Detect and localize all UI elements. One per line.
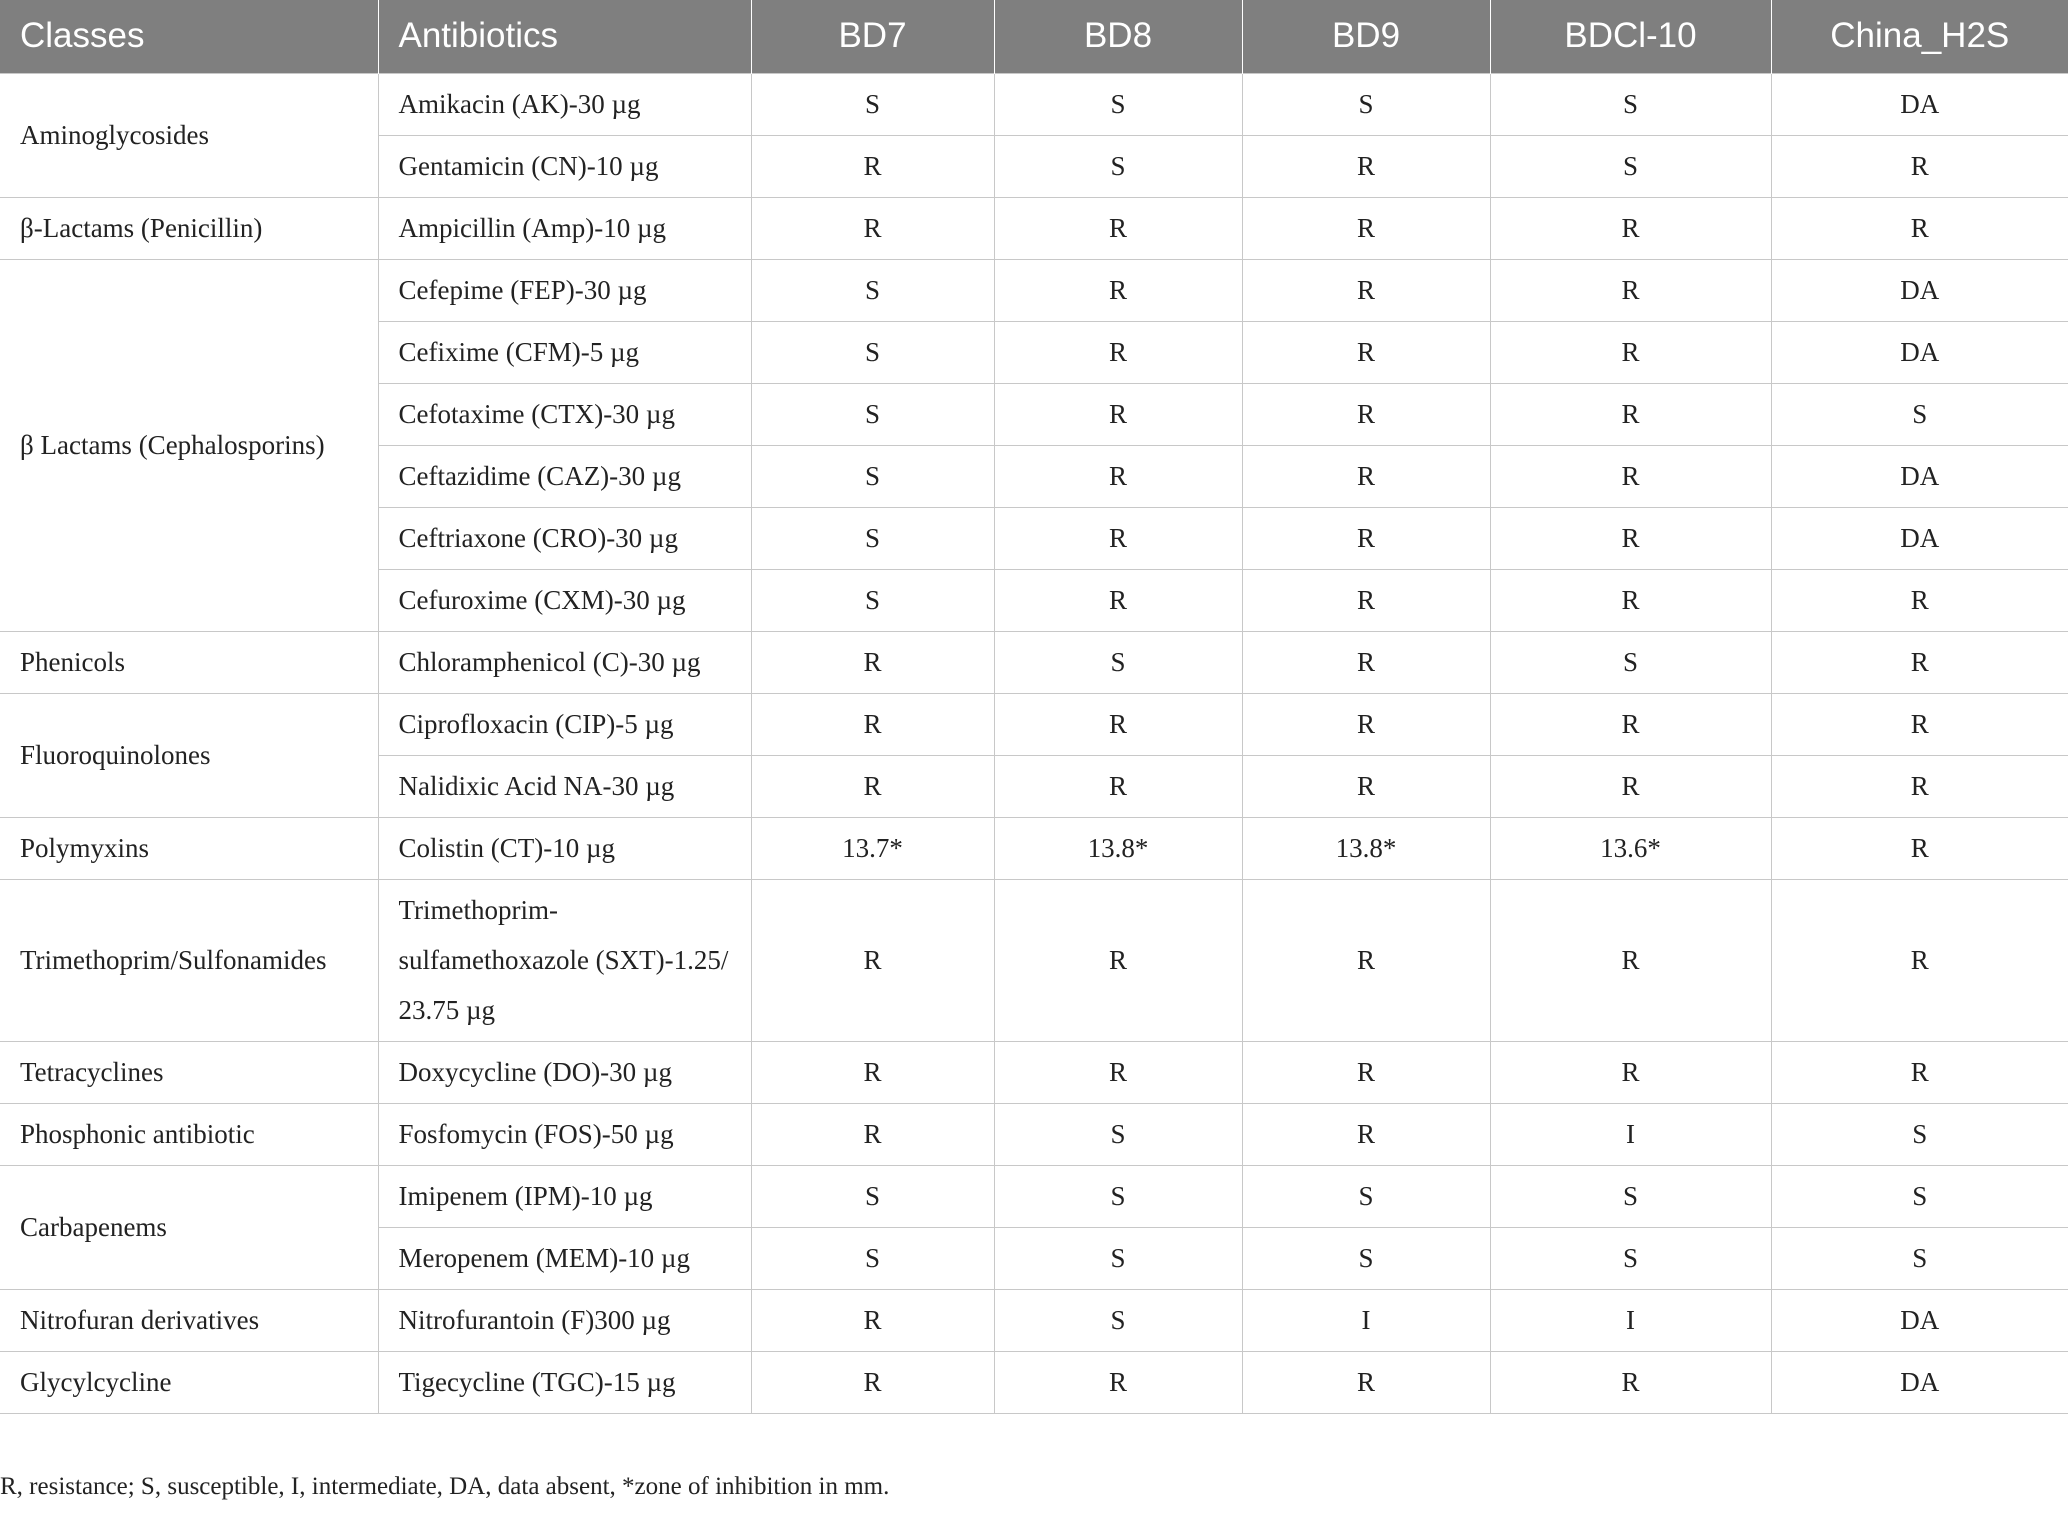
result-cell: R: [1490, 197, 1771, 259]
antibiotic-cell: Fosfomycin (FOS)-50 µg: [378, 1103, 751, 1165]
result-cell: R: [1490, 1041, 1771, 1103]
result-cell: R: [1242, 1351, 1490, 1413]
antibiotic-cell: Chloramphenicol (C)-30 µg: [378, 631, 751, 693]
result-cell: R: [994, 445, 1242, 507]
result-cell: S: [1490, 135, 1771, 197]
header-classes: Classes: [0, 0, 378, 73]
result-cell: R: [1242, 321, 1490, 383]
result-cell: S: [751, 383, 994, 445]
result-cell: R: [1771, 631, 2068, 693]
result-cell: S: [1242, 1227, 1490, 1289]
class-cell: β Lactams (Cephalosporins): [0, 259, 378, 631]
result-cell: DA: [1771, 1289, 2068, 1351]
antibiotic-cell: Ceftriaxone (CRO)-30 µg: [378, 507, 751, 569]
result-cell: R: [994, 1041, 1242, 1103]
table-row: [0, 197, 2068, 259]
result-cell: R: [1242, 755, 1490, 817]
antibiotic-cell: Amikacin (AK)-30 µg: [378, 73, 751, 135]
result-cell: R: [1771, 135, 2068, 197]
result-cell: S: [751, 1165, 994, 1227]
class-cell: Polymyxins: [0, 817, 378, 879]
result-cell: R: [994, 693, 1242, 755]
result-cell: R: [1771, 693, 2068, 755]
antibiotic-cell: Ampicillin (Amp)-10 µg: [378, 197, 751, 259]
table-caption: R, resistance; S, susceptible, I, intermediate, DA, data absent, *zone of inhibition in mm.: [0, 1473, 890, 1500]
result-cell: R: [1490, 259, 1771, 321]
table-row: [0, 259, 2068, 321]
result-cell: S: [994, 1289, 1242, 1351]
result-cell: R: [994, 321, 1242, 383]
result-cell: R: [751, 1351, 994, 1413]
result-cell: R: [1771, 879, 2068, 1041]
antibiotic-cell: Tigecycline (TGC)-15 µg: [378, 1351, 751, 1413]
result-cell: R: [1771, 1041, 2068, 1103]
result-cell: S: [1242, 1165, 1490, 1227]
result-cell: S: [994, 631, 1242, 693]
result-cell: R: [1242, 197, 1490, 259]
result-cell: R: [1242, 445, 1490, 507]
result-cell: R: [1490, 879, 1771, 1041]
result-cell: S: [994, 1227, 1242, 1289]
table-header: [0, 0, 2068, 73]
result-cell: R: [1242, 879, 1490, 1041]
result-cell: R: [994, 383, 1242, 445]
result-cell: I: [1490, 1103, 1771, 1165]
result-cell: S: [1490, 631, 1771, 693]
result-cell: S: [1490, 73, 1771, 135]
result-cell: R: [1771, 197, 2068, 259]
antibiotic-cell: Colistin (CT)-10 µg: [378, 817, 751, 879]
result-cell: S: [1490, 1227, 1771, 1289]
result-cell: DA: [1771, 1351, 2068, 1413]
result-cell: R: [751, 755, 994, 817]
result-cell: S: [1771, 1103, 2068, 1165]
result-cell: R: [994, 197, 1242, 259]
result-cell: I: [1242, 1289, 1490, 1351]
result-cell: R: [994, 569, 1242, 631]
result-cell: R: [751, 1103, 994, 1165]
class-cell: Phosphonic antibiotic: [0, 1103, 378, 1165]
class-cell: β-Lactams (Penicillin): [0, 197, 378, 259]
table-row: [0, 1103, 2068, 1165]
result-cell: R: [1242, 507, 1490, 569]
class-cell: Nitrofuran derivatives: [0, 1289, 378, 1351]
antibiotic-cell: Cefepime (FEP)-30 µg: [378, 259, 751, 321]
result-cell: 13.7*: [751, 817, 994, 879]
result-cell: S: [1242, 73, 1490, 135]
antibiotic-cell: Imipenem (IPM)-10 µg: [378, 1165, 751, 1227]
antibiotic-cell: Gentamicin (CN)-10 µg: [378, 135, 751, 197]
antibiotic-cell: Nalidixic Acid NA-30 µg: [378, 755, 751, 817]
result-cell: S: [751, 507, 994, 569]
result-cell: R: [1490, 755, 1771, 817]
table-row: [0, 73, 2068, 135]
class-cell: Phenicols: [0, 631, 378, 693]
header-bdcl-10: BDCl-10: [1490, 0, 1771, 73]
result-cell: S: [751, 569, 994, 631]
table-row: [0, 1351, 2068, 1413]
class-cell: Glycylcycline: [0, 1351, 378, 1413]
antibiotic-cell: Cefotaxime (CTX)-30 µg: [378, 383, 751, 445]
result-cell: R: [1490, 693, 1771, 755]
header-antibiotics: Antibiotics: [378, 0, 751, 73]
result-cell: DA: [1771, 321, 2068, 383]
result-cell: I: [1490, 1289, 1771, 1351]
result-cell: R: [751, 631, 994, 693]
result-cell: R: [1242, 569, 1490, 631]
table-row: [0, 1165, 2068, 1227]
result-cell: S: [1490, 1165, 1771, 1227]
header-bd7: BD7: [751, 0, 994, 73]
antibiotic-cell: Doxycycline (DO)-30 µg: [378, 1041, 751, 1103]
result-cell: S: [994, 73, 1242, 135]
class-cell: Tetracyclines: [0, 1041, 378, 1103]
result-cell: R: [1490, 445, 1771, 507]
result-cell: R: [751, 135, 994, 197]
result-cell: 13.6*: [1490, 817, 1771, 879]
result-cell: R: [994, 507, 1242, 569]
class-cell: Aminoglycosides: [0, 73, 378, 197]
result-cell: S: [751, 1227, 994, 1289]
result-cell: 13.8*: [1242, 817, 1490, 879]
result-cell: R: [1490, 383, 1771, 445]
antibiotic-cell: Ceftazidime (CAZ)-30 µg: [378, 445, 751, 507]
result-cell: R: [1771, 817, 2068, 879]
result-cell: R: [751, 1289, 994, 1351]
result-cell: S: [751, 73, 994, 135]
result-cell: R: [1242, 135, 1490, 197]
result-cell: R: [1242, 631, 1490, 693]
result-cell: DA: [1771, 259, 2068, 321]
antibiotic-cell: Cefuroxime (CXM)-30 µg: [378, 569, 751, 631]
result-cell: R: [1490, 321, 1771, 383]
result-cell: R: [1771, 755, 2068, 817]
table-row: [0, 817, 2068, 879]
result-cell: S: [994, 135, 1242, 197]
result-cell: R: [1490, 1351, 1771, 1413]
class-cell: Carbapenems: [0, 1165, 378, 1289]
result-cell: R: [751, 693, 994, 755]
result-cell: S: [1771, 383, 2068, 445]
header-china-h2s: China_H2S: [1771, 0, 2068, 73]
table-row: [0, 879, 2068, 1041]
class-cell: Fluoroquinolones: [0, 693, 378, 817]
table-row: [0, 1289, 2068, 1351]
result-cell: DA: [1771, 507, 2068, 569]
result-cell: DA: [1771, 445, 2068, 507]
result-cell: R: [994, 1351, 1242, 1413]
header-row: [0, 0, 2068, 73]
result-cell: S: [1771, 1165, 2068, 1227]
result-cell: S: [751, 321, 994, 383]
table-body: [0, 73, 2068, 1413]
antibiotic-cell: Meropenem (MEM)-10 µg: [378, 1227, 751, 1289]
result-cell: R: [994, 259, 1242, 321]
header-bd9: BD9: [1242, 0, 1490, 73]
table-row: [0, 1041, 2068, 1103]
result-cell: R: [994, 755, 1242, 817]
antibiotic-cell: Ciprofloxacin (CIP)-5 µg: [378, 693, 751, 755]
result-cell: R: [1242, 1103, 1490, 1165]
result-cell: R: [994, 879, 1242, 1041]
header-bd8: BD8: [994, 0, 1242, 73]
result-cell: R: [1771, 569, 2068, 631]
result-cell: R: [751, 879, 994, 1041]
result-cell: S: [994, 1103, 1242, 1165]
result-cell: S: [1771, 1227, 2068, 1289]
table-row: [0, 631, 2068, 693]
table-row: [0, 693, 2068, 755]
result-cell: R: [1242, 1041, 1490, 1103]
result-cell: R: [1242, 693, 1490, 755]
antibiotic-cell: Nitrofurantoin (F)300 µg: [378, 1289, 751, 1351]
result-cell: S: [751, 259, 994, 321]
result-cell: S: [994, 1165, 1242, 1227]
result-cell: R: [1242, 259, 1490, 321]
result-cell: 13.8*: [994, 817, 1242, 879]
result-cell: R: [1490, 569, 1771, 631]
result-cell: R: [751, 197, 994, 259]
antibiotic-cell: Cefixime (CFM)-5 µg: [378, 321, 751, 383]
result-cell: R: [1490, 507, 1771, 569]
antibiotic-cell: Trimethoprim-sulfamethoxazole (SXT)-1.25/ 23.75 µg: [378, 879, 751, 1041]
class-cell: Trimethoprim/Sulfonamides: [0, 879, 378, 1041]
result-cell: S: [751, 445, 994, 507]
result-cell: R: [751, 1041, 994, 1103]
result-cell: R: [1242, 383, 1490, 445]
result-cell: DA: [1771, 73, 2068, 135]
